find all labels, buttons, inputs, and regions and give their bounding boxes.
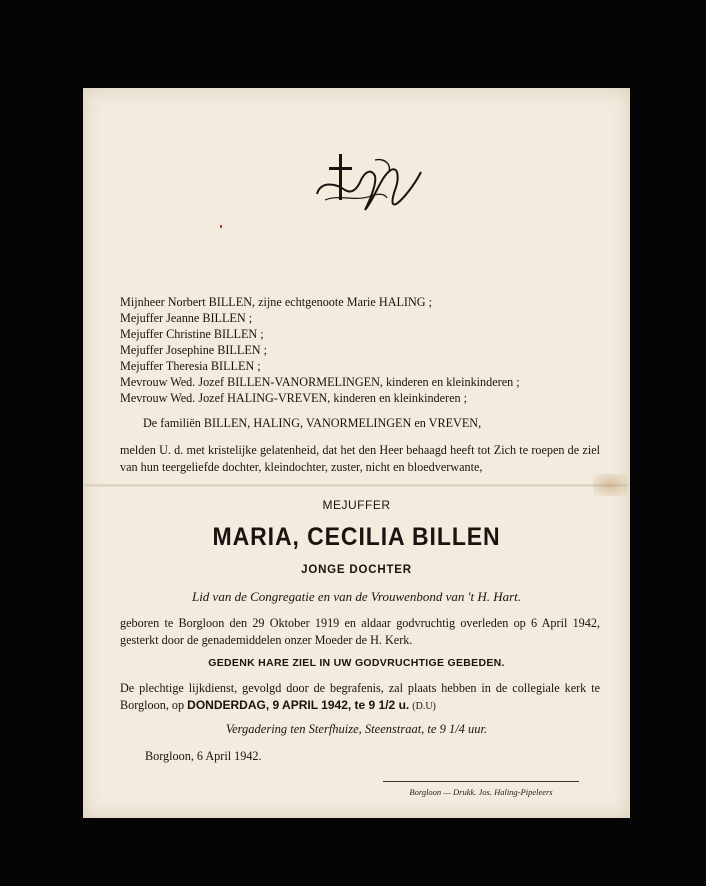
gathering-line: Vergadering ten Sterfhuize, Steenstraat, te 9 1/4 uur.	[225, 722, 488, 736]
fold-crease	[83, 484, 630, 487]
funeral-date: DONDERDAG, 9 APRIL 1942, te 9 1/2 u.	[187, 698, 410, 712]
funeral-text: De plechtige lijkdienst, gevolgd door de begrafenis, zal plaats hebben in de collegiale kerk te Borgloon, op	[120, 681, 600, 712]
family-line: Mevrouw Wed. Jozef BILLEN-VANORMELINGEN, kinderen en kleinkinderen ;	[120, 375, 520, 389]
family-line: Mejuffer Josephine BILLEN ;	[120, 343, 268, 357]
announcement-text: melden U. d. met kristelijke gelatenheid, dat het den Heer behaagd heeft tot Zich te roepen de ziel van hun teergeliefde dochter, kleindochter, zuster, nicht en bloedverwante,	[120, 443, 600, 474]
family-line: Mejuffer Christine BILLEN ;	[120, 327, 264, 341]
funeral-paragraph	[120, 680, 600, 715]
family-line: Mejuffer Theresia BILLEN ;	[120, 359, 261, 373]
family-line: Mevrouw Wed. Jozef HALING-VREVEN, kinderen en kleinkinderen ;	[120, 391, 468, 405]
families-line: De familiën BILLEN, HALING, VANORMELINGEN en VREVEN,	[143, 416, 482, 430]
divider	[383, 781, 579, 782]
membership-line: Lid van de Congregatie en van de Vrouwenbond van 't H. Hart.	[191, 589, 522, 604]
title-mejuffer: MEJUFFER	[322, 498, 391, 512]
death-notice-card	[83, 88, 630, 818]
ink-mark	[220, 225, 222, 228]
prayer-line: GEDENK HARE ZIEL IN UW GODVRUCHTIGE GEBEDEN.	[208, 657, 505, 669]
funeral-note: (D.U)	[412, 701, 436, 712]
family-line: Mijnheer Norbert BILLEN, zijne echtgenoote Marie HALING ;	[120, 295, 433, 309]
cross-monogram-icon	[315, 150, 425, 222]
paper-stain	[593, 474, 627, 496]
deceased-name: MARIA, CECILIA BILLEN	[212, 523, 501, 551]
family-line: Mejuffer Jeanne BILLEN ;	[120, 311, 253, 325]
printer-line: Borgloon — Drukk. Jos. Haling-Pipeleers	[409, 787, 553, 797]
status-line: JONGE DOCHTER	[301, 564, 412, 576]
deceased-name-wrap	[83, 523, 630, 552]
place-date: Borgloon, 6 April 1942.	[145, 749, 262, 763]
birth-death-text: geboren te Borgloon den 29 Oktober 1919 en aldaar godvruchtig overleden op 6 April 1942, gesterkt door de genademiddelen onzer Moeder de H. Kerk.	[120, 616, 600, 647]
